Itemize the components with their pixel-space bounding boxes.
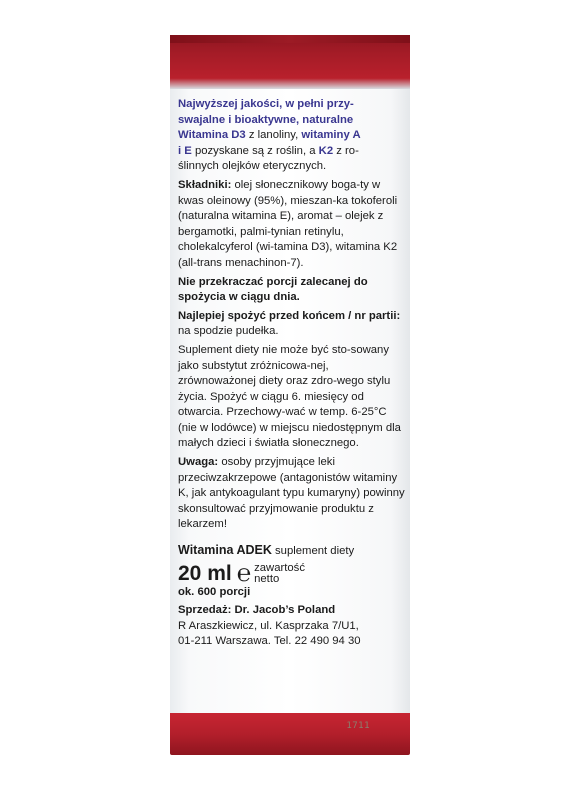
intro-line-1: Najwyższej jakości, w pełni przy- xyxy=(178,98,354,110)
storage-paragraph: Suplement diety nie może być sto-sowany jako substytut zróżnicowa-nej, zrównoważonej diety oraz zdro-wego stylu życia. Spożyć w ciągu 6. miesięcy od otwarcia. Przechowy-wać w temp. 6-25°C (nie w lodówce) w miejscu niedostępnym dla małych dzieci i światła słonecznego. xyxy=(178,343,401,450)
vitamin-k2: K2 xyxy=(318,144,334,157)
bottom-red-band xyxy=(170,713,410,755)
vitamin-a: witaminy A xyxy=(301,129,361,142)
volume-row xyxy=(178,559,408,587)
label-text xyxy=(178,97,408,653)
best-before-text: na spodzie pudełka. xyxy=(178,325,279,338)
intro-last-line: ślinnych olejków eterycznych. xyxy=(178,160,327,173)
net-content-label xyxy=(254,563,305,585)
ingredients-paragraph xyxy=(178,178,408,272)
volume: 20 ml xyxy=(178,561,232,585)
best-before-heading: Najlepiej spożyć przed końcem / nr partii: xyxy=(178,309,401,322)
vitamin-d3: Witamina D3 xyxy=(178,129,246,142)
seller-block xyxy=(178,603,408,650)
intro-paragraph xyxy=(178,97,408,175)
estimated-sign-icon: ℮ xyxy=(236,559,252,587)
net-line-2: netto xyxy=(254,572,280,585)
seller-heading: Sprzedaż: Dr. Jacob’s Poland xyxy=(178,604,336,617)
intro-d3-rest: z lanoliny, xyxy=(245,129,302,142)
caution-text: osoby przyjmujące leki przeciwzakrzepowe (antagonistów witaminy K, jak antykoagulant typu kumaryny) powinny skonsultować przyjmowanie produktu z lekarzem! xyxy=(178,456,405,531)
intro-k2-rest: z ro- xyxy=(333,144,359,157)
dose-warning: Nie przekraczać porcji zalecanej do spożycia w ciągu dnia. xyxy=(178,275,368,304)
intro-e-rest: pozyskane są z roślin, a xyxy=(191,144,319,157)
vitamin-e: i E xyxy=(178,144,192,157)
seller-address-1: R Araszkiewicz, ul. Kasprzaka 7/U1, xyxy=(178,619,359,632)
seller-address-2: 01-211 Warszawa. Tel. 22 490 94 30 xyxy=(178,635,361,648)
portions: ok. 600 porcji xyxy=(178,585,251,598)
product-subtitle: suplement diety xyxy=(271,545,355,558)
product-name-line xyxy=(178,543,408,560)
lot-code: 1711 xyxy=(346,721,370,731)
ingredients-heading: Składniki: xyxy=(178,178,232,191)
net-line-1: zawartość xyxy=(254,561,305,574)
intro-line-2: swajalne i bioaktywne, naturalne xyxy=(178,113,354,126)
product-name: Witamina ADEK xyxy=(178,543,272,558)
caution-heading: Uwaga: xyxy=(178,456,219,469)
best-before-paragraph xyxy=(178,309,408,340)
ingredients-text: olej słonecznikowy boga-ty w kwas oleinowy (95%), mieszan-ka tokoferoli (naturalna witamina E), aromat – olejek z bergamotki, palmi-tynian retinylu, cholekalcyferol (wi-tamina D3), witamina K2 (all-trans menachinon-7). xyxy=(178,178,398,269)
product-box xyxy=(170,35,410,755)
top-red-band xyxy=(170,35,410,89)
caution-paragraph xyxy=(178,455,408,533)
